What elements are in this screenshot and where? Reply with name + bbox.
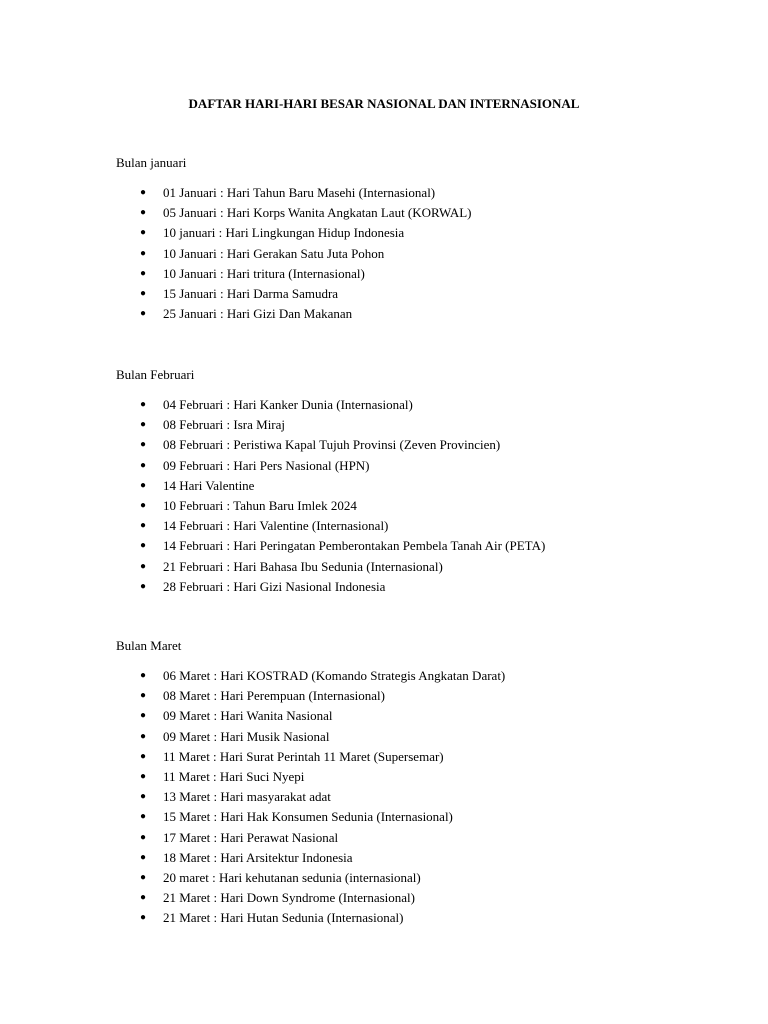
list-item-text: 21 Maret : Hari Down Syndrome (Internasional) [163, 890, 415, 906]
bullet-icon: ● [140, 247, 147, 259]
bullet-icon: ● [140, 499, 147, 511]
list-item [0, 729, 768, 749]
list-item [0, 518, 768, 538]
list-januari [0, 185, 768, 326]
list-item-text: 08 Maret : Hari Perempuan (Internasional) [163, 688, 386, 704]
list-item [0, 668, 768, 688]
list-item [0, 437, 768, 457]
section-heading-maret: Bulan Maret [116, 638, 182, 653]
bullet-icon: ● [140, 187, 147, 198]
list-item [0, 579, 768, 599]
bullet-icon: ● [140, 308, 147, 320]
list-item-text: 14 Februari : Hari Peringatan Pemberontakan Pembela Tanah Air (PETA) [163, 538, 546, 554]
bullet-icon: ● [140, 831, 147, 843]
list-item-text: 20 maret : Hari kehutanan sedunia (internasional) [163, 869, 421, 885]
list-item-text: 08 Februari : Peristiwa Kapal Tujuh Provinsi (Zeven Provincien) [163, 437, 501, 453]
list-item [0, 890, 768, 910]
bullet-icon: ● [140, 770, 147, 782]
list-item-text: 10 Januari : Hari tritura (Internasional) [163, 265, 365, 281]
list-item [0, 185, 768, 205]
bullet-icon: ● [140, 791, 147, 803]
bullet-icon: ● [140, 690, 147, 702]
bullet-icon: ● [140, 207, 147, 219]
bullet-icon: ● [140, 912, 147, 924]
list-item-text: 15 Maret : Hari Hak Konsumen Sedunia (Internasional) [163, 809, 453, 825]
bullet-icon: ● [140, 520, 147, 532]
list-item-text: 15 Januari : Hari Darma Samudra [163, 285, 339, 301]
list-item [0, 910, 768, 930]
list-item-text: 05 Januari : Hari Korps Wanita Angkatan Laut (KORWAL) [163, 205, 472, 221]
bullet-icon: ● [140, 459, 147, 471]
section-heading-januari: Bulan januari [116, 155, 187, 170]
list-item [0, 417, 768, 437]
bullet-icon: ● [140, 670, 147, 681]
list-item [0, 286, 768, 306]
list-item [0, 266, 768, 286]
list-item-text: 04 Februari : Hari Kanker Dunia (Internasional) [163, 397, 413, 412]
bullet-icon: ● [140, 479, 147, 491]
bullet-icon: ● [140, 267, 147, 279]
page-title: DAFTAR HARI-HARI BESAR NASIONAL DAN INTERNASIONAL [188, 96, 580, 111]
list-item-text: 14 Hari Valentine [163, 477, 255, 493]
list-item [0, 708, 768, 728]
list-item [0, 809, 768, 829]
list-item-text: 11 Maret : Hari Suci Nyepi [163, 768, 305, 784]
bullet-icon: ● [140, 287, 147, 299]
list-item [0, 458, 768, 478]
list-item [0, 850, 768, 870]
list-item [0, 769, 768, 789]
list-item [0, 559, 768, 579]
list-item [0, 306, 768, 326]
list-item-text: 21 Maret : Hari Hutan Sedunia (Internasional) [163, 910, 404, 926]
bullet-icon: ● [140, 851, 147, 863]
list-item-text: 10 Februari : Tahun Baru Imlek 2024 [163, 497, 357, 513]
list-item-text: 09 Maret : Hari Musik Nasional [163, 728, 330, 744]
list-item-text: 10 Januari : Hari Gerakan Satu Juta Pohon [163, 245, 385, 261]
bullet-icon: ● [140, 710, 147, 722]
list-februari [0, 397, 768, 599]
section-heading-februari: Bulan Februari [116, 367, 195, 382]
bullet-icon: ● [140, 399, 147, 410]
list-item-text: 28 Februari : Hari Gizi Nasional Indonesia [163, 578, 386, 594]
list-maret [0, 668, 768, 930]
bullet-icon: ● [140, 580, 147, 592]
list-item [0, 205, 768, 225]
bullet-icon: ● [140, 560, 147, 572]
list-item-text: 10 januari : Hari Lingkungan Hidup Indonesia [163, 225, 405, 241]
list-item-text: 14 Februari : Hari Valentine (Internasional) [163, 518, 389, 534]
list-item-text: 08 Februari : Isra Miraj [163, 417, 286, 433]
list-item-text: 09 Maret : Hari Wanita Nasional [163, 708, 333, 724]
list-item-text: 17 Maret : Hari Perawat Nasional [163, 829, 339, 845]
list-item-text: 21 Februari : Hari Bahasa Ibu Sedunia (Internasional) [163, 558, 443, 574]
list-item [0, 870, 768, 890]
bullet-icon: ● [140, 540, 147, 552]
list-item-text: 01 Januari : Hari Tahun Baru Masehi (Internasional) [163, 185, 436, 200]
list-item [0, 688, 768, 708]
bullet-icon: ● [140, 892, 147, 904]
list-item-text: 09 Februari : Hari Pers Nasional (HPN) [163, 457, 370, 473]
bullet-icon: ● [140, 750, 147, 762]
bullet-icon: ● [140, 730, 147, 742]
list-item [0, 397, 768, 417]
list-item-text: 11 Maret : Hari Surat Perintah 11 Maret (Supersemar) [163, 748, 444, 764]
list-item [0, 749, 768, 769]
list-item [0, 538, 768, 558]
list-item [0, 498, 768, 518]
list-item [0, 830, 768, 850]
list-item [0, 225, 768, 245]
bullet-icon: ● [140, 871, 147, 883]
bullet-icon: ● [140, 419, 147, 431]
list-item-text: 25 Januari : Hari Gizi Dan Makanan [163, 306, 353, 322]
list-item [0, 478, 768, 498]
list-item-text: 18 Maret : Hari Arsitektur Indonesia [163, 849, 353, 865]
bullet-icon: ● [140, 439, 147, 451]
list-item-text: 13 Maret : Hari masyarakat adat [163, 789, 331, 805]
bullet-icon: ● [140, 227, 147, 239]
list-item [0, 246, 768, 266]
bullet-icon: ● [140, 811, 147, 823]
list-item-text: 06 Maret : Hari KOSTRAD (Komando Strategis Angkatan Darat) [163, 668, 506, 683]
list-item [0, 789, 768, 809]
